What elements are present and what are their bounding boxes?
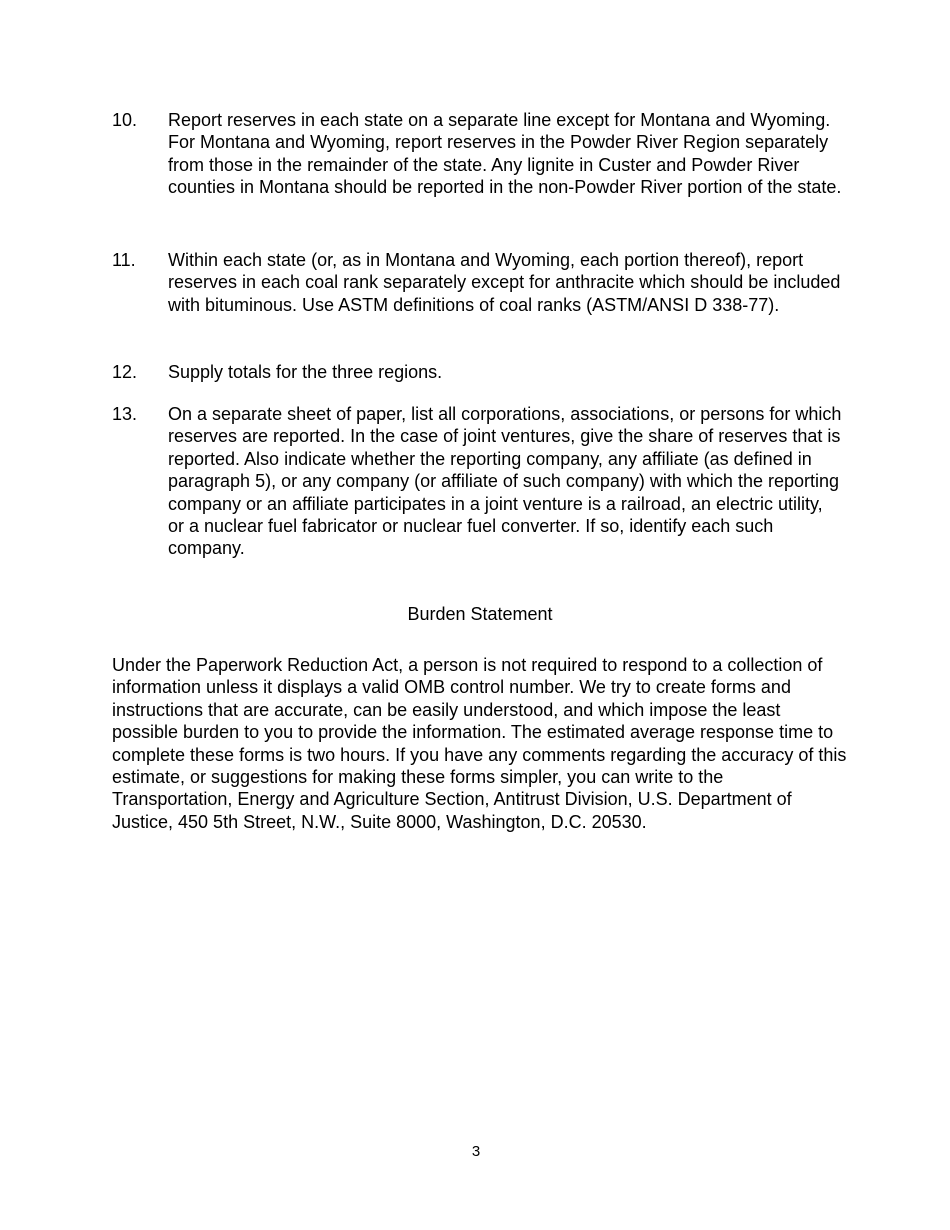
- page-number: 3: [471, 1143, 481, 1160]
- instruction-number: 12.: [112, 362, 138, 382]
- instruction-number: 11.: [112, 250, 136, 270]
- instruction-text: On a separate sheet of paper, list all corporations, associations, or persons for which reserves are reported. In the case of joint ventures, give the share of reserves that is reported. Also indicate whether the reporting company, any affiliate (as defined in paragraph 5), or any company (or affiliate of such company) with which the reporting company or an affiliate participates in a joint venture is a railroad, an electric utility, or a nuclear fuel fabricator or nuclear fuel converter. If so, identify each such company.: [168, 404, 842, 559]
- instruction-text: Supply totals for the three regions.: [168, 362, 443, 382]
- instruction-text: Within each state (or, as in Montana and Wyoming, each portion thereof), report reserves in each coal rank separately except for anthracite which should be included with bituminous. Use ASTM definitions of coal ranks (ASTM/ANSI D 338-77).: [168, 250, 841, 315]
- instruction-text: Report reserves in each state on a separate line except for Montana and Wyoming. For Montana and Wyoming, report reserves in the Powder River Region separately from those in the remainder of the state. Any lignite in Custer and Powder River counties in Montana should be reported in the non-Powder River portion of the state.: [168, 110, 842, 198]
- burden-statement-heading: Burden Statement: [407, 604, 553, 624]
- instruction-item-12: [112, 361, 842, 383]
- instruction-item-11: [112, 249, 842, 316]
- instruction-number: 10.: [112, 110, 138, 130]
- instruction-item-13: [112, 403, 842, 560]
- instruction-number: 13.: [112, 404, 138, 424]
- instruction-item-10: [112, 109, 842, 199]
- burden-statement-text: Under the Paperwork Reduction Act, a person is not required to respond to a collection of information unless it displays a valid OMB control number. We try to create forms and instructions that are accurate, can be easily understood, and which impose the least possible burden to you to provide the information. The estimated average response time to complete these forms is two hours. If you have any comments regarding the accuracy of this estimate, or suggestions for making these forms simpler, you can write to the Transportation, Energy and Agriculture Section, Antitrust Division, U.S. Department of Justice, 450 5th Street, N.W., Suite 8000, Washington, D.C. 20530.: [112, 655, 847, 832]
